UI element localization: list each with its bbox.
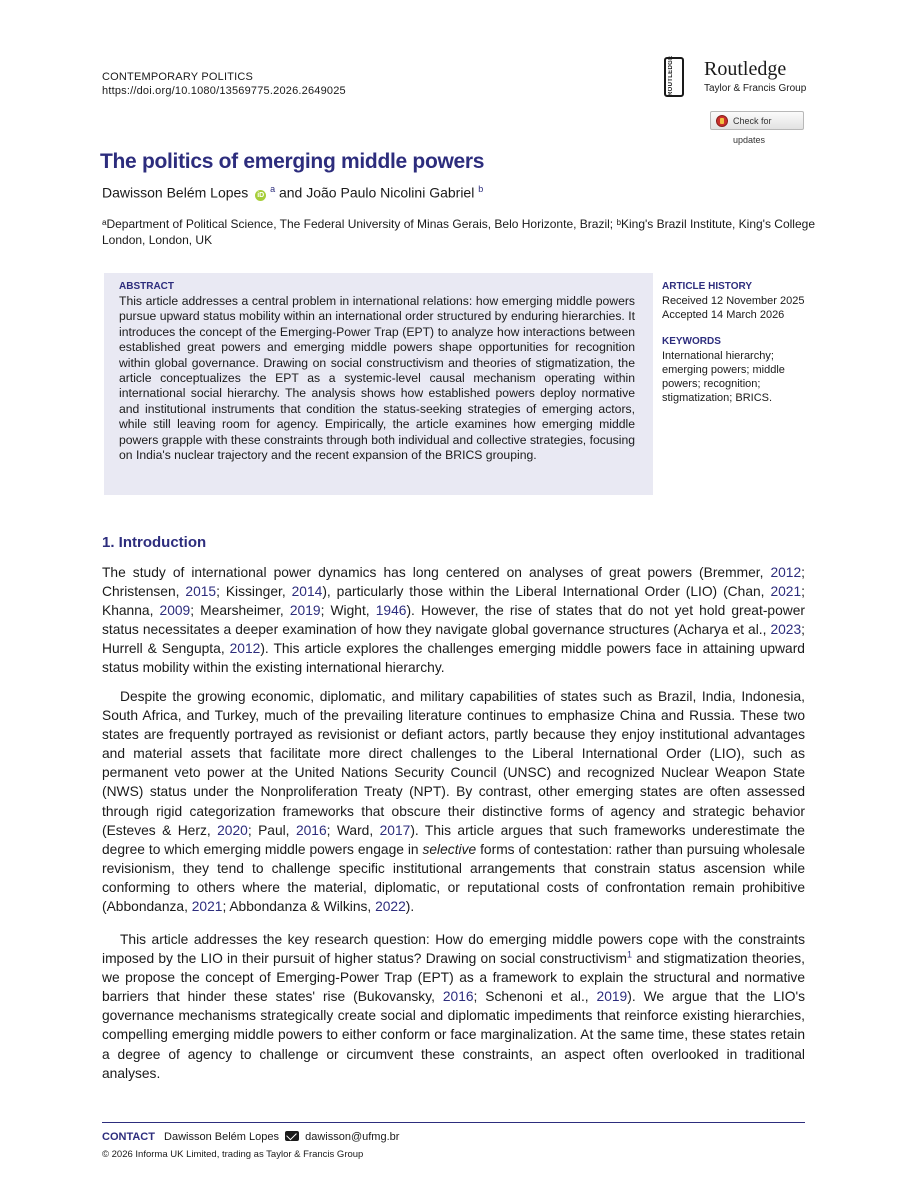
citation-link[interactable]: 2014 — [291, 584, 323, 600]
author-line — [102, 184, 483, 201]
journal-header — [102, 70, 346, 98]
citation-link[interactable]: 2022 — [375, 899, 406, 915]
emphasis: selective — [422, 841, 477, 857]
article-title: The politics of emerging middle powers — [100, 150, 485, 173]
author-2[interactable]: João Paulo Nicolini Gabriel — [306, 184, 475, 201]
section-heading: 1. Introduction — [102, 534, 207, 551]
author-2-affil-mark: b — [478, 184, 484, 194]
orcid-icon[interactable]: iD — [257, 191, 265, 199]
citation-link[interactable]: 2021 — [191, 899, 223, 915]
crossmark-icon — [716, 115, 728, 127]
publisher-name: Routledge — [704, 58, 787, 80]
citation-link[interactable]: 2016 — [295, 822, 327, 838]
envelope-icon — [285, 1131, 299, 1141]
received-date: Received 12 November 2025 — [662, 295, 805, 307]
citation-link[interactable]: 2012 — [770, 565, 802, 580]
routledge-logo-mark — [664, 57, 684, 97]
citation-link[interactable]: 2023 — [770, 622, 802, 638]
keywords-heading: KEYWORDS — [662, 336, 721, 347]
author-1-affil-mark: a — [270, 184, 276, 194]
citation-link[interactable]: 2012 — [229, 641, 261, 657]
citation-link[interactable]: 2019 — [289, 603, 321, 619]
doi-link[interactable]: https://doi.org/10.1080/13569775.2026.2649025 — [102, 85, 346, 97]
citation-link[interactable]: 2021 — [770, 584, 802, 600]
check-updates-label: Check for updates — [733, 116, 772, 145]
paragraph-1: The study of international power dynamics has long centered on analyses of great powers (Bremmer, 2012; Christensen, 2015; Kissinger, 2014), particularly those within the Liberal International Order (LIO) (Chan, 2021; Khanna, 2009; Mearsheimer, 2019; Wight, 1946). However, the rise of states that do not yet hold great-power status necessitates a deeper examination of how they navigate global governance structures (Acharya et al., 2023; Hurrell & Sengupta, 2012). This article explores the challenges emerging middle powers face in attaining upward status mobility within the existing international hierarchy. — [102, 565, 805, 676]
citation-link[interactable]: 2019 — [596, 989, 628, 1005]
footnote-marker[interactable]: 1 — [627, 949, 633, 960]
contact-line — [102, 1131, 399, 1143]
abstract-text: This article addresses a central problem in international relations: how emerging middle powers pursue upward status mobility within an international order structured by enduring hierarchies. It introduces the concept of the Emerging-Power Trap (EPT) to analyze how interactions between established great powers and emerging middle powers shape opportunities for recognition within global governance. Drawing on social constructivism and theories of stigmatization, the article conceptualizes the EPT as a systemic-level causal mechanism operating within international social hierarchy. The analysis shows how established powers deploy normative and institutional instruments that condition the status-seeking strategies of emerging actors, while still leaving room for agency. Empirically, the article examines how emerging middle powers grapple with these constraints through both individual and collective strategies, focusing on India's nuclear trajectory and the recent expansion of the BRICS grouping. — [119, 294, 635, 463]
contact-name: Dawisson Belém Lopes — [164, 1131, 279, 1143]
author-conjunction: and — [278, 184, 303, 201]
citation-link[interactable]: 2009 — [159, 603, 191, 619]
article-history-heading: ARTICLE HISTORY — [662, 281, 753, 292]
paragraph-2: Despite the growing economic, diplomatic, and military capabilities of states such as Brazil, India, Indonesia, South Africa, and Turkey, much of the prevailing literature continues to emphasize China and Russia. These two states are frequently portrayed as revisionist or defiant actors, partly because they enjoy institutional advantages and material assets that facilitate more direct challenges to the Liberal International Order (LIO), such as permanent veto power at the United Nations Security Council (UNSC) and recognized Nuclear Weapon State (NWS) status under the Nonproliferation Treaty (NPT). By contrast, other emerging states are often assessed through rigid categorization frameworks that obscure their distinctive forms of agency and strategic behavior (Esteves & Herz, 2020; Paul, 2016; Ward, 2017). This article argues that such frameworks underestimate the degree to which emerging middle powers engage in selective forms of contestation: rather than pursuing wholesale revisionism, they tend to challenge specific institutional arrangements that constrain status ascension while conforming to others where the material, diplomatic, or reputational costs of confrontation remain prohibitive (Abbondanza, 2021; Abbondanza & Wilkins, 2022). — [102, 689, 805, 915]
affiliations: ᵃDepartment of Political Science, The Federal University of Minas Gerais, Belo Horizonte, Brazil; ᵇKing's Brazil Institute, King's College London, London, UK — [102, 217, 815, 247]
accepted-date: Accepted 14 March 2026 — [662, 309, 785, 321]
citation-link[interactable]: 2017 — [379, 822, 411, 838]
journal-name: CONTEMPORARY POLITICS — [102, 71, 254, 83]
citation-link[interactable]: 2020 — [217, 822, 248, 838]
keywords-list: International hierarchy; emerging powers; middle powers; recognition; stigmatization; BRICS. — [662, 350, 785, 404]
contact-email-link[interactable]: dawisson@ufmg.br — [305, 1131, 400, 1143]
logo-vertical-text: ROUTLEDGE — [668, 55, 674, 96]
author-1[interactable]: Dawisson Belém Lopes — [102, 184, 249, 201]
citation-link[interactable]: 1946 — [375, 603, 407, 619]
footer-rule — [102, 1122, 805, 1123]
copyright-notice: © 2026 Informa UK Limited, trading as Taylor & Francis Group — [102, 1149, 364, 1160]
paragraph-3: This article addresses the key research question: How do emerging middle powers cope with the constraints imposed by the LIO in their pursuit of higher status? Drawing on social constructivism$^1$ and stigmatization theories, we propose the concept of Emerging-Power Trap (EPT) as a framework to explain the structural and normative barriers that hinder these states' rise (Bukovansky, 2016; Schenoni et al., 2019). We argue that the LIO's governance mechanisms strategically create social and diplomatic impediments that reinforce existing hierarchies, compelling emerging middle powers to either conform or face marginalization. At the same time, these states retain a degree of agency to challenge or circumvent these constraints, an aspect often overlooked in traditional analyses. — [102, 932, 805, 1081]
citation-link[interactable]: 2016 — [442, 989, 474, 1005]
citation-link[interactable]: 2015 — [185, 584, 217, 600]
check-for-updates-button[interactable] — [710, 111, 804, 145]
contact-label: CONTACT — [102, 1131, 155, 1143]
abstract-heading: ABSTRACT — [119, 281, 174, 292]
publisher-group: Taylor & Francis Group — [704, 83, 807, 94]
publisher-logo — [664, 57, 814, 101]
